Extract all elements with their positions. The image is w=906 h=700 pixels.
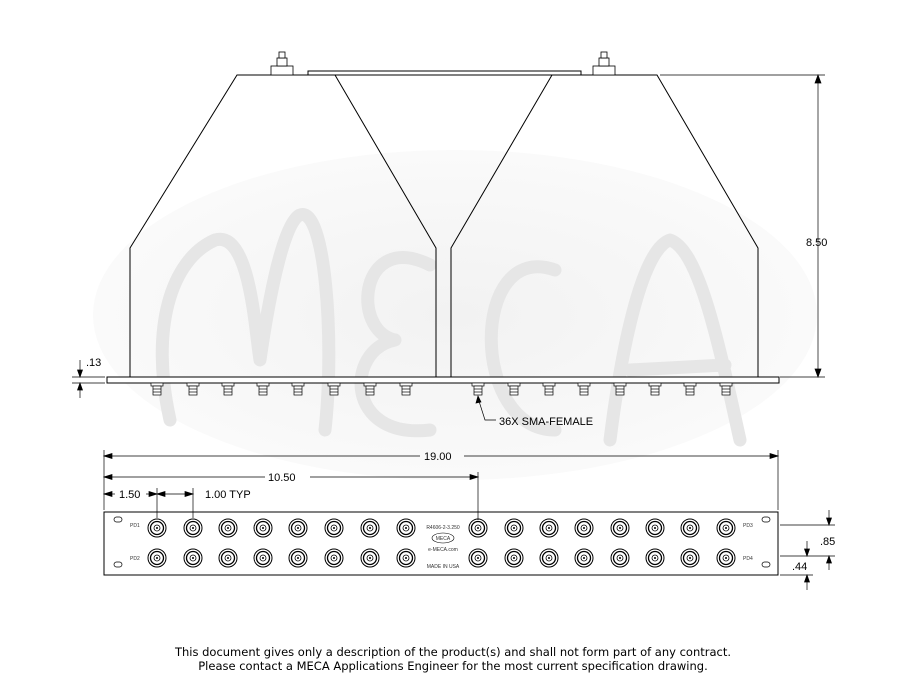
- sma-connector-side: [187, 383, 199, 395]
- sma-connector-side: [508, 383, 520, 395]
- sma-connector-front: [611, 519, 629, 537]
- sma-connector-front: [184, 519, 202, 537]
- sma-connector-front: [219, 519, 237, 537]
- sma-connector-side: [222, 383, 234, 395]
- connector-callout-label: 36X SMA-FEMALE: [499, 416, 594, 428]
- sma-connector-side: [472, 383, 484, 395]
- sma-connector-front: [681, 519, 699, 537]
- made-in-usa: MADE IN USA: [426, 564, 460, 570]
- port-label-pd2: PD2: [130, 556, 140, 562]
- sma-connector-front: [469, 519, 487, 537]
- port-label-pd1: PD1: [130, 523, 140, 529]
- sma-connector-front: [254, 519, 272, 537]
- sma-connector-side: [328, 383, 340, 395]
- sma-connector-front: [361, 519, 379, 537]
- pitch-label: 1.00 TYP: [205, 489, 251, 501]
- sma-connector-side: [364, 383, 376, 395]
- sma-connector-front: [148, 519, 166, 537]
- sma-connector-front: [184, 549, 202, 567]
- sma-connector-front: [611, 549, 629, 567]
- width-label: 19.00: [424, 451, 452, 463]
- edge-offset-label: 1.50: [119, 489, 141, 501]
- sma-connector-front: [717, 549, 735, 567]
- sma-connector-side: [649, 383, 661, 395]
- disclaimer-line-2: Please contact a MECA Applications Engineer for the most current specification drawing.: [198, 659, 708, 673]
- row-spacing-label: .85: [820, 536, 836, 548]
- center-offset-label: 10.50: [268, 472, 296, 484]
- sma-connector-front: [289, 519, 307, 537]
- sma-connector-front: [469, 549, 487, 567]
- port-label-pd4: PD4: [743, 556, 753, 562]
- sma-connector-front: [505, 519, 523, 537]
- sma-connector-front: [289, 549, 307, 567]
- sma-connector-front: [505, 549, 523, 567]
- base-flange: [107, 377, 779, 383]
- top-connector-right: [593, 52, 615, 75]
- model-number: R4606-2-3.250: [426, 525, 460, 531]
- sma-connector-front: [646, 519, 664, 537]
- sma-connector-side: [684, 383, 696, 395]
- sma-connector-side: [400, 383, 412, 395]
- bottom-offset-label: .44: [792, 561, 808, 573]
- sma-connector-front: [361, 549, 379, 567]
- website: e-MECA.com: [428, 547, 458, 553]
- sma-connector-front: [397, 519, 415, 537]
- sma-connector-front: [219, 549, 237, 567]
- port-label-pd3: PD3: [743, 523, 753, 529]
- sma-connector-side: [614, 383, 626, 395]
- sma-connector-side: [543, 383, 555, 395]
- sma-connector-side: [151, 383, 163, 395]
- sma-connector-front: [717, 519, 735, 537]
- disclaimer-line-1: This document gives only a description of the product(s) and shall not form part of any contract.: [174, 645, 732, 659]
- meca-watermark: [93, 150, 817, 480]
- top-bar: [308, 71, 581, 75]
- sma-connector-front: [325, 549, 343, 567]
- sma-connector-front: [681, 549, 699, 567]
- height-label: 8.50: [806, 237, 828, 249]
- sma-connector-front: [148, 549, 166, 567]
- sma-connector-side: [292, 383, 304, 395]
- sma-connector-front: [254, 549, 272, 567]
- sma-connector-front: [575, 549, 593, 567]
- flange-label: .13: [86, 357, 102, 369]
- sma-connector-side: [720, 383, 732, 395]
- sma-connector-front: [325, 519, 343, 537]
- sma-connector-front: [540, 549, 558, 567]
- sma-connector-side: [257, 383, 269, 395]
- top-connector-left: [271, 52, 293, 75]
- sma-connector-front: [397, 549, 415, 567]
- sma-connector-front: [575, 519, 593, 537]
- meca-logo-text: MECA: [435, 536, 451, 542]
- sma-connector-side: [578, 383, 590, 395]
- sma-connector-front: [540, 519, 558, 537]
- sma-connector-front: [646, 549, 664, 567]
